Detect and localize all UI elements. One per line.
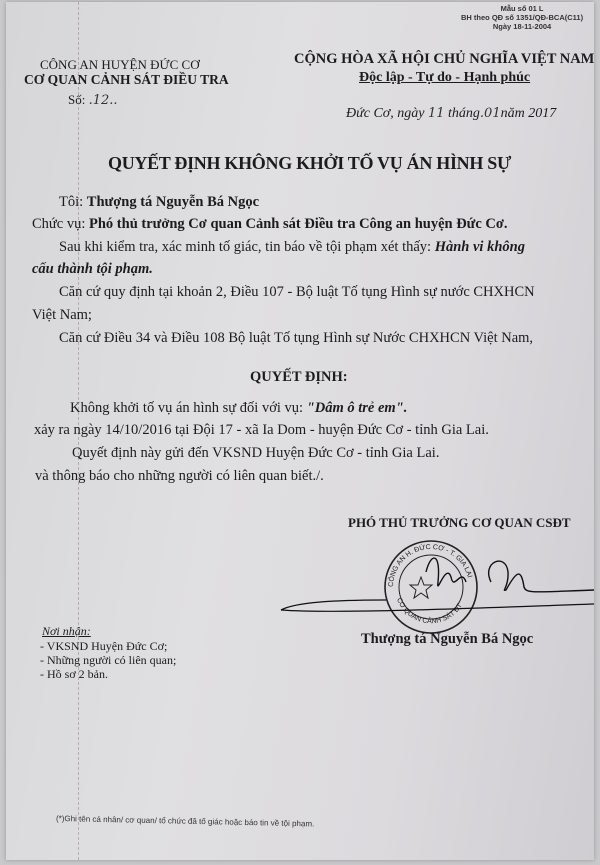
position-line <box>32 216 508 233</box>
decision-line-2: xảy ra ngày 14/10/2016 tại Đội 17 - xã Ia Dom - huyện Đức Cơ - tỉnh Gia Lai. <box>34 422 489 438</box>
month-label: tháng <box>448 106 480 121</box>
decision-line-1 <box>70 400 407 417</box>
recipients-heading: Nơi nhận: <box>42 624 91 638</box>
form-code <box>461 4 583 31</box>
legal-basis-1-cont: Việt Nam; <box>32 307 92 323</box>
finding-text: Sau khi kiểm tra, xác minh tố giác, tin báo về tội phạm xét thấy: <box>59 239 432 255</box>
recipient-item: - Hồ sơ 2 bản. <box>40 667 109 681</box>
agency-name: CÔNG AN HUYỆN ĐỨC CƠ <box>40 57 200 72</box>
decision-line-4: và thông báo cho những người có liên quan biết./. <box>35 468 324 484</box>
form-code-line2: BH theo QĐ số 1351/QĐ-BCA(C11) <box>461 13 584 22</box>
decision-text: Không khởi tố vụ án hình sự đối với vụ: <box>70 400 304 416</box>
case-name: "Dâm ô trẻ em". <box>306 400 408 416</box>
form-code-line1: Mẫu số 01 L <box>500 4 544 13</box>
officer-name: Thượng tá Nguyễn Bá Ngọc <box>86 194 260 210</box>
signature-title: PHÓ THỦ TRƯỞNG CƠ QUAN CSĐT <box>348 515 571 530</box>
position-label: Chức vụ: <box>32 216 86 232</box>
motto: Độc lập - Tự do - Hạnh phúc <box>359 70 531 85</box>
place-date-prefix: Đức Cơ, ngày <box>346 106 425 121</box>
position-value: Phó thủ trưởng Cơ quan Cảnh sát Điều tra Công an huyện Đức Cơ. <box>89 216 508 232</box>
document-title: QUYẾT ĐỊNH KHÔNG KHỞI TỐ VỤ ÁN HÌNH SỰ <box>108 153 511 173</box>
finding-conclusion-1: Hành vi không <box>434 239 525 255</box>
decision-line-3: Quyết định này gửi đến VKSND Huyện Đức Cơ - tỉnh Gia Lai. <box>72 445 440 461</box>
officer-line <box>59 194 259 211</box>
stamp-text-top: CÔNG AN H. ĐỨC CƠ - T. GIA LAI <box>387 543 473 588</box>
document-number <box>68 92 118 108</box>
decision-heading: QUYẾT ĐỊNH: <box>250 369 348 385</box>
number-label: Số: <box>68 92 86 107</box>
footnote: (*)Ghi tên cá nhân/ cơ quan/ tổ chức đã tố giác hoặc báo tin về tội phạm. <box>55 814 315 829</box>
department-name: CƠ QUAN CẢNH SÁT ĐIỀU TRA <box>24 72 229 87</box>
finding-line <box>59 239 525 256</box>
day-value: 11 <box>427 106 445 121</box>
stamp-text-bottom: CƠ QUAN CẢNH SÁT ĐT <box>395 597 464 626</box>
finding-conclusion-2: cấu thành tội phạm. <box>32 261 153 277</box>
form-code-line3: Ngày 18-11-2004 <box>492 22 552 31</box>
signature-scribble-icon <box>276 542 594 622</box>
signer-name: Thượng tá Nguyễn Bá Ngọc <box>361 631 534 647</box>
month-value: .01 <box>479 106 501 121</box>
recipient-item: - VKSND Huyện Đức Cơ; <box>40 639 168 653</box>
place-date <box>346 106 556 122</box>
nation-heading: CỘNG HÒA XÃ HỘI CHỦ NGHĨA VIỆT NAM <box>294 51 595 67</box>
legal-basis-1: Căn cứ quy định tại khoản 2, Điều 107 - Bộ luật Tố tụng Hình sự nước CHXHCN <box>59 284 535 300</box>
recipients-list <box>40 639 176 681</box>
officer-label: Tôi: <box>59 194 84 210</box>
legal-basis-2: Căn cứ Điều 34 và Điều 108 Bộ luật Tố tụng Hình sự Nước CHXHCN Việt Nam, <box>59 330 534 346</box>
recipient-item: - Những người có liên quan; <box>40 653 177 667</box>
year-label: năm 2017 <box>500 106 557 121</box>
number-value: .12.. <box>88 93 118 108</box>
document-page <box>6 2 594 860</box>
